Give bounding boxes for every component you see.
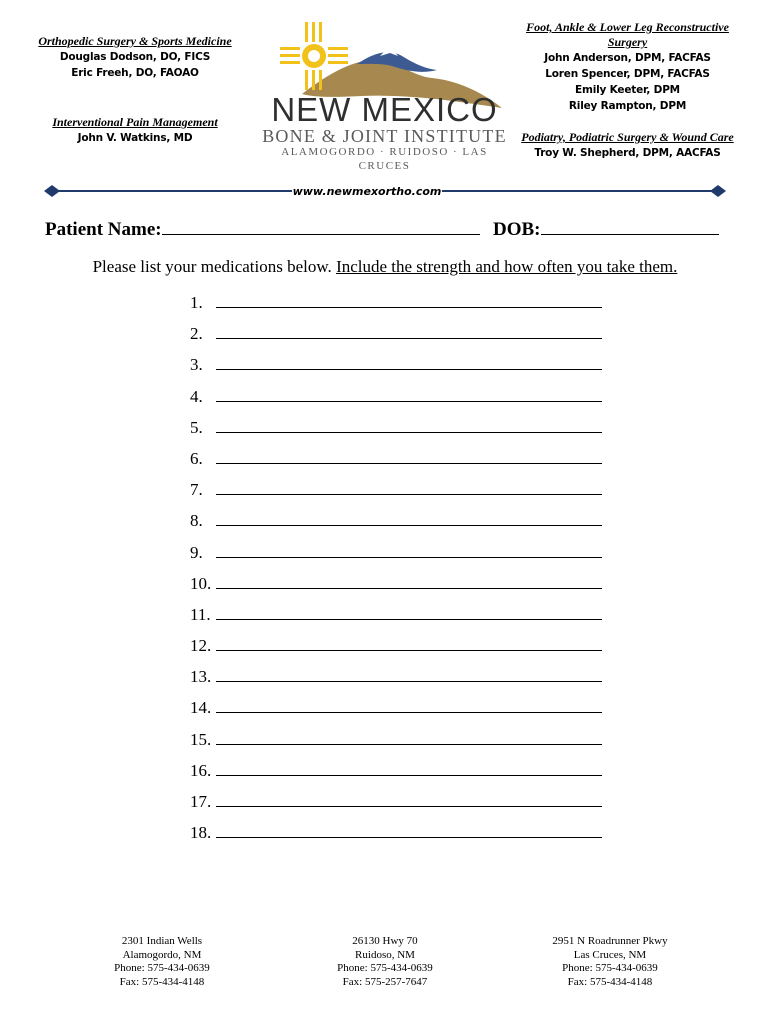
footer-city: Las Cruces, NM [573, 948, 647, 961]
line-number: 6. [190, 448, 203, 468]
medication-input-line[interactable] [216, 479, 602, 495]
header-left-column [20, 34, 250, 146]
line-number: 8. [190, 511, 203, 531]
medication-line[interactable] [190, 417, 602, 448]
medication-input-line[interactable] [216, 292, 602, 308]
medication-line[interactable] [190, 542, 602, 573]
medication-line[interactable] [190, 635, 602, 666]
website-link[interactable]: www.newmexortho.com [292, 185, 442, 198]
dob-label: DOB: [493, 219, 541, 240]
instructions-text: Please list your medications below. [92, 257, 337, 276]
line-number: 7. [190, 480, 203, 500]
medication-line[interactable] [190, 479, 602, 510]
medication-input-line[interactable] [216, 510, 602, 526]
section-title-pain-management: Interventional Pain Management [52, 115, 218, 129]
section-title-foot-ankle: Foot, Ankle & Lower Leg Reconstructive Surgery [526, 20, 729, 49]
medication-input-line[interactable] [216, 448, 602, 464]
medication-input-line[interactable] [216, 635, 602, 651]
doctor-name: John V. Watkins, MD [77, 132, 193, 144]
footer-street: 26130 Hwy 70 [352, 935, 418, 947]
doctor-name: Riley Rampton, DPM [568, 100, 687, 112]
medication-input-line[interactable] [216, 666, 602, 682]
footer-address-ruidoso [295, 935, 475, 989]
footer-phone: Phone: 575-434-0639 [337, 962, 433, 974]
medication-line[interactable] [190, 604, 602, 635]
instructions [0, 256, 770, 278]
medication-input-line[interactable] [216, 791, 602, 807]
medication-input-line[interactable] [216, 760, 602, 776]
medication-line[interactable] [190, 292, 602, 323]
line-number: 2. [190, 324, 203, 344]
line-number: 13. [190, 667, 212, 687]
medication-input-line[interactable] [216, 417, 602, 433]
line-number: 10. [190, 573, 212, 593]
medication-input-line[interactable] [216, 729, 602, 745]
medication-line[interactable] [190, 666, 602, 697]
footer-address-alamogordo [72, 935, 252, 989]
medication-line[interactable] [190, 510, 602, 541]
section-title-orthopedic: Orthopedic Surgery & Sports Medicine [38, 34, 232, 48]
medication-line[interactable] [190, 729, 602, 760]
medication-input-line[interactable] [216, 323, 602, 339]
logo-text-cities: ALAMOGORDO · RUIDOSO · LAS CRUCES [281, 146, 488, 172]
line-number: 16. [190, 760, 212, 780]
medication-input-line[interactable] [216, 697, 602, 713]
medication-line[interactable] [190, 354, 602, 385]
line-number: 4. [190, 386, 203, 406]
footer-city: Ruidoso, NM [355, 948, 415, 961]
logo-text-new-mexico: NEW MEXICO [271, 91, 498, 128]
footer-phone: Phone: 575-434-0639 [562, 962, 658, 974]
logo-text-bone-joint: BONE & JOINT INSTITUTE [262, 126, 507, 146]
line-number: 18. [190, 823, 212, 843]
line-number: 3. [190, 355, 203, 375]
line-number: 12. [190, 636, 212, 656]
doctor-name: John Anderson, DPM, FACFAS [544, 52, 711, 64]
footer-fax: Fax: 575-434-4148 [567, 975, 653, 988]
doctor-name: Eric Freeh, DO, FAOAO [71, 67, 199, 79]
medication-line[interactable] [190, 386, 602, 417]
footer-phone: Phone: 575-434-0639 [114, 962, 210, 974]
medication-line[interactable] [190, 822, 602, 853]
medication-input-line[interactable] [216, 604, 602, 620]
line-number: 9. [190, 542, 203, 562]
section-title-podiatry: Podiatry, Podiatric Surgery & Wound Care [521, 130, 734, 144]
medication-input-line[interactable] [216, 822, 602, 838]
medication-line[interactable] [190, 791, 602, 822]
footer-street: 2301 Indian Wells [121, 935, 203, 947]
medication-line[interactable] [190, 697, 602, 728]
doctor-name: Loren Spencer, DPM, FACFAS [545, 68, 710, 80]
doctor-name: Troy W. Shepherd, DPM, AACFAS [534, 147, 721, 159]
medication-line[interactable] [190, 760, 602, 791]
doctor-name: Douglas Dodson, DO, FICS [59, 51, 211, 63]
medication-input-line[interactable] [216, 542, 602, 558]
patient-name-label: Patient Name: [45, 219, 162, 240]
medication-line[interactable] [190, 448, 602, 479]
footer-city: Alamogordo, NM [122, 948, 202, 961]
patient-name-input-line[interactable] [162, 218, 480, 235]
line-number: 5. [190, 417, 203, 437]
patient-name-field [45, 218, 480, 242]
line-number: 17. [190, 792, 212, 811]
header-right-column [505, 20, 750, 161]
footer-fax: Fax: 575-257-7647 [342, 975, 428, 988]
instructions-underlined-text: Include the strength and how often you take them. [336, 257, 678, 276]
medication-input-line[interactable] [216, 354, 602, 370]
medication-input-line[interactable] [216, 573, 602, 589]
line-number: 1. [190, 293, 203, 312]
footer-street: 2951 N Roadrunner Pkwy [552, 935, 668, 947]
doctor-name: Emily Keeter, DPM [575, 84, 680, 96]
medication-input-line[interactable] [216, 386, 602, 402]
medication-list [190, 292, 602, 853]
medication-line[interactable] [190, 323, 602, 354]
dob-input-line[interactable] [541, 218, 719, 235]
line-number: 14. [190, 698, 212, 718]
footer-address-las-cruces [520, 935, 700, 989]
footer-fax: Fax: 575-434-4148 [119, 975, 205, 988]
dob-field [493, 218, 719, 242]
line-number: 15. [190, 729, 212, 749]
line-number: 11. [190, 604, 211, 624]
medication-line[interactable] [190, 573, 602, 604]
